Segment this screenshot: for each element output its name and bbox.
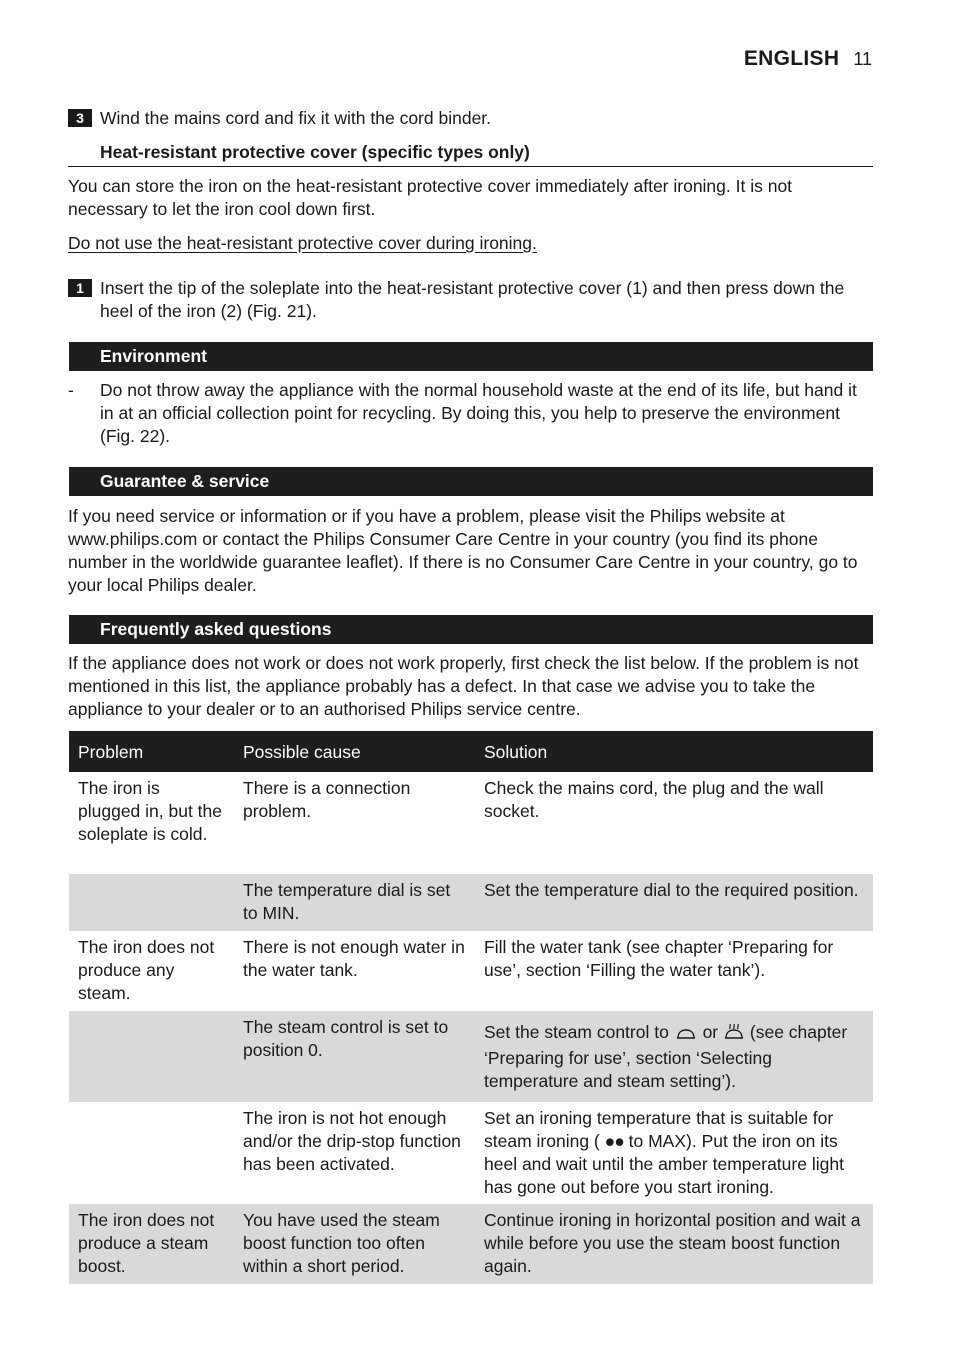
column-header-cause: Possible cause: [234, 731, 475, 772]
table-row: [69, 931, 873, 1011]
cause-cell: The iron is not hot enough and/or the drip-stop function has been activated.: [243, 1108, 461, 1174]
environment-bullet: [68, 379, 858, 448]
cause-cell: You have used the steam boost function too often within a short period.: [234, 1204, 475, 1284]
page-header: [744, 47, 872, 71]
table-row: [69, 1204, 873, 1284]
table-row: [69, 1011, 873, 1102]
step-text: Insert the tip of the soleplate into the heat-resistant protective cover (1) and then press down the heel of the iron (2) (Fig. 21).: [100, 278, 845, 321]
faq-intro: If the appliance does not work or does not work properly, first check the list below. If the problem is not mentioned in this list, the appliance probably has a defect. In that case we advise you to take the appliance to your dealer or to an authorised Philips service centre.: [68, 653, 859, 719]
solution-cell: Continue ironing in horizontal position and wait a while before you use the steam boost function again.: [475, 1204, 873, 1284]
solution-cell: [475, 1011, 873, 1102]
cover-subheading: [68, 141, 873, 167]
bullet-dash: -: [68, 380, 74, 400]
steam-low-icon: [674, 1024, 698, 1047]
section-faq: [69, 615, 873, 644]
solution-text-start: Set an ironing temperature that is suitable for steam ironing (: [484, 1108, 834, 1151]
section-title: Environment: [100, 346, 207, 366]
page-number: 11: [853, 49, 872, 69]
steam-high-icon: [723, 1023, 745, 1047]
guarantee-paragraph: If you need service or information or if you have a problem, please visit the Philips website at www.philips.com or contact the Philips Consumer Care Centre in your country (you find its phone number in the worldwide guarantee leaflet). If there is no Consumer Care Centre in your country, go to your local Philips dealer.: [68, 506, 858, 595]
problem-cell: [69, 1011, 234, 1102]
step-3: [68, 107, 858, 130]
cause-cell: There is not enough water in the water tank.: [243, 937, 465, 980]
step-text: Wind the mains cord and fix it with the cord binder.: [100, 108, 492, 128]
solution-cell: Check the mains cord, the plug and the wall socket.: [484, 778, 824, 821]
column-header-solution: Solution: [475, 731, 873, 772]
solution-cell: [475, 1102, 873, 1204]
problem-cell: The iron is plugged in, but the soleplate is cold.: [78, 778, 223, 844]
section-guarantee: [69, 467, 873, 496]
problem-cell: [69, 1102, 234, 1204]
column-header-problem: Problem: [69, 731, 234, 772]
step-number-badge: 1: [68, 279, 92, 297]
solution-text-or: or: [702, 1021, 719, 1042]
cause-cell: The steam control is set to position 0.: [234, 1011, 475, 1102]
solution-cell: Set the temperature dial to the required position.: [475, 874, 873, 931]
solution-text-end: to MAX). Put the iron on its heel and wait until the amber temperature light has gone out before you start ironing.: [484, 1131, 844, 1197]
table-row: [69, 772, 873, 874]
section-environment: [69, 342, 873, 371]
step-number-badge: 3: [68, 109, 92, 127]
bullet-text: Do not throw away the appliance with the normal household waste at the end of its life, but hand it in at an official collection point for recycling. By doing this, you help to preserve the environment (Fig. 22).: [100, 380, 857, 446]
problem-cell: The iron does not produce a steam boost.: [69, 1204, 234, 1284]
cause-cell: There is a connection problem.: [243, 778, 411, 821]
table-row: [69, 1102, 873, 1204]
section-title: Guarantee & service: [100, 471, 270, 491]
table-header-row: [69, 731, 873, 772]
table-row: [69, 874, 873, 931]
cover-paragraph: You can store the iron on the heat-resistant protective cover immediately after ironing. It is not necessary to let the iron cool down first.: [68, 176, 793, 219]
solution-text-end: (see chapter ‘Preparing for use’, section ‘Selecting temperature and steam setting’).: [484, 1021, 848, 1091]
section-title: Frequently asked questions: [100, 619, 332, 639]
problem-cell: [69, 874, 234, 931]
problem-cell: The iron does not produce any steam.: [78, 937, 215, 1003]
solution-cell: Fill the water tank (see chapter ‘Preparing for use’, section ‘Filling the water tank’).: [484, 937, 834, 980]
language-label: ENGLISH: [743, 47, 840, 70]
cover-step-1: [68, 277, 848, 323]
solution-text-start: Set the steam control to: [484, 1021, 669, 1042]
cover-warning-text: Do not use the heat-resistant protective cover during ironing.: [68, 233, 537, 253]
cause-cell: The temperature dial is set to MIN.: [234, 874, 475, 931]
cover-heading-text: Heat-resistant protective cover (specific types only): [100, 142, 530, 162]
faq-table: [69, 731, 873, 1284]
cover-warning: [68, 232, 873, 255]
temperature-dots-icon: ●●: [604, 1131, 624, 1151]
